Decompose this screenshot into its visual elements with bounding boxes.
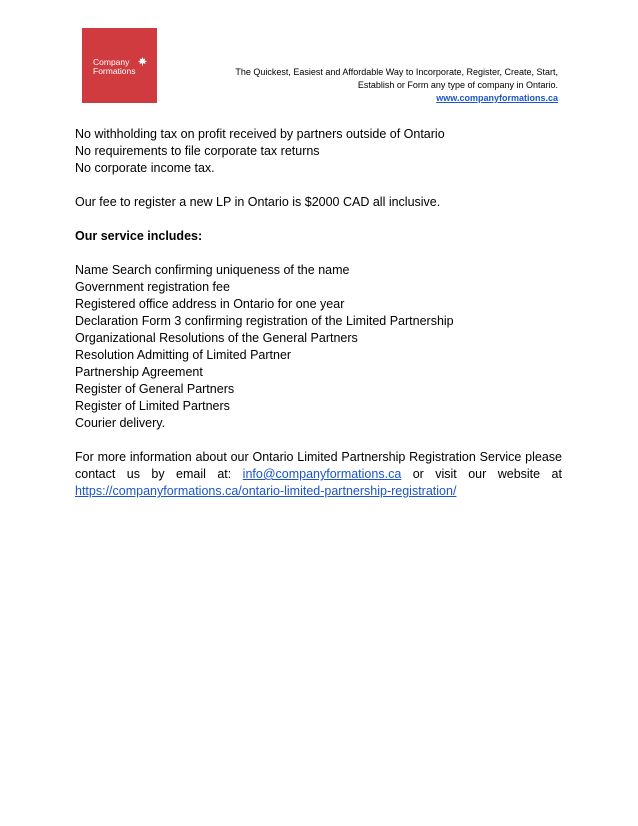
- logo-text: [93, 58, 136, 76]
- service-item: Partnership Agreement: [75, 365, 203, 379]
- tagline-line-2: Establish or Form any type of company in Ontario.: [357, 80, 558, 90]
- logo-line-company: Company: [93, 57, 130, 67]
- tax-point: No withholding tax on profit received by partners outside of Ontario: [75, 127, 445, 141]
- more-info-paragraph: [75, 449, 562, 500]
- logo-line-formations: Formations: [93, 66, 136, 76]
- service-item: Registered office address in Ontario for one year: [75, 297, 345, 311]
- registration-page-link[interactable]: https://companyformations.ca/ontario-limited-partnership-registration/: [75, 484, 457, 498]
- fee-statement: Our fee to register a new LP in Ontario is $2000 CAD all inclusive.: [75, 195, 441, 209]
- service-item: Name Search confirming uniqueness of the name: [75, 263, 350, 277]
- service-item: Resolution Admitting of Limited Partner: [75, 348, 292, 362]
- service-item: Courier delivery.: [75, 416, 166, 430]
- service-item: Declaration Form 3 confirming registration of the Limited Partnership: [75, 314, 454, 328]
- website-link[interactable]: www.companyformations.ca: [436, 93, 558, 103]
- tax-point: No corporate income tax.: [75, 161, 215, 175]
- service-item: Organizational Resolutions of the General Partners: [75, 331, 358, 345]
- tax-point: No requirements to file corporate tax returns: [75, 144, 320, 158]
- services-heading: Our service includes:: [75, 229, 203, 243]
- service-item: Register of Limited Partners: [75, 399, 230, 413]
- header-tagline: [138, 66, 558, 105]
- document-body: [75, 126, 562, 500]
- maple-leaf-icon: [138, 57, 147, 66]
- more-info-prefix: For more information about our Ontario Limited Partnership Registration Service please contact us by email at:: [75, 450, 562, 481]
- service-item: Government registration fee: [75, 280, 230, 294]
- tagline-line-1: The Quickest, Easiest and Affordable Way to Incorporate, Register, Create, Start,: [235, 67, 558, 77]
- more-info-middle: or visit our website at: [412, 467, 562, 481]
- service-item: Register of General Partners: [75, 382, 235, 396]
- email-link[interactable]: info@companyformations.ca: [242, 467, 402, 481]
